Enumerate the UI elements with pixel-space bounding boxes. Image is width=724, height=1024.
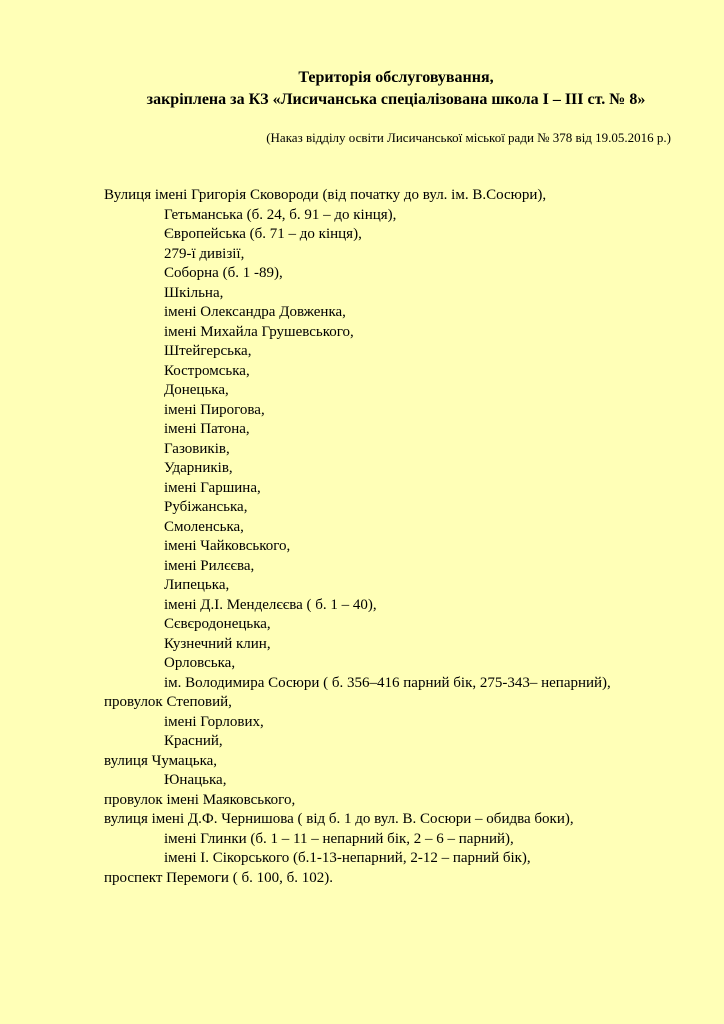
street-item: імені Олександра Довженка, xyxy=(164,304,346,320)
street-item: Кузнечний клин, xyxy=(164,635,271,652)
street-item: ім. Володимира Сосюри ( б. 356–416 парний бік, 275-343– непарний), xyxy=(164,674,611,691)
street-item: Костромська, xyxy=(164,362,250,379)
street-item: імені Горлових, xyxy=(164,713,264,730)
title-line-1: Територія обслуговування, xyxy=(298,69,494,86)
street-item: імені Чайковського, xyxy=(164,538,291,554)
street-item: Ударників, xyxy=(164,460,233,476)
order-reference: (Наказ відділу освіти Лисичанської міської ради № 378 від 19.05.2016 р.) xyxy=(266,130,671,145)
street-item: імені Пирогова, xyxy=(164,401,265,418)
street-item: Донецька, xyxy=(164,382,229,398)
document-title xyxy=(0,68,724,110)
street-item: Шкільна, xyxy=(164,284,224,301)
street-item: імені Гаршина, xyxy=(164,479,261,496)
street-item: 279-ї дивізії, xyxy=(164,245,245,262)
street-item: імені Михайла Грушевського, xyxy=(164,323,354,340)
street-item: Орловська, xyxy=(164,655,236,671)
street-item: Газовиків, xyxy=(164,440,230,457)
title-line-2: закріплена за КЗ «Лисичанська спеціалізована школа І – ІІІ ст. № 8» xyxy=(146,91,646,108)
street-item: Липецька, xyxy=(164,577,230,593)
street-item: провулок Степовий, xyxy=(104,694,232,710)
street-item: Європейська (б. 71 – до кінця), xyxy=(164,226,362,242)
street-item: вулиця імені Д.Ф. Чернишова ( від б. 1 до вул. В. Сосюри – обидва боки), xyxy=(104,811,574,827)
street-item: Соборна (б. 1 -89), xyxy=(164,265,283,281)
street-item: Гетьманська (б. 24, б. 91 – до кінця), xyxy=(164,206,397,223)
street-item: провулок імені Маяковського, xyxy=(104,791,296,808)
street-item: проспект Перемоги ( б. 100, б. 102). xyxy=(104,869,333,886)
street-item: імені Патона, xyxy=(164,421,250,437)
street-item: Рубіжанська, xyxy=(164,499,248,515)
street-item: Юнацька, xyxy=(164,772,227,788)
street-item: імені І. Сікорського (б.1-13-непарний, 2-12 – парний бік), xyxy=(164,850,531,866)
street-item: Штейгерська, xyxy=(164,343,252,359)
street-item: вулиця Чумацька, xyxy=(104,752,218,769)
street-item: імені Д.І. Менделєєва ( б. 1 – 40), xyxy=(164,596,377,613)
street-item: Сєвєродонецька, xyxy=(164,616,271,632)
street-item: імені Рилєєва, xyxy=(164,557,255,574)
street-item: імені Глинки (б. 1 – 11 – непарний бік, 2 – 6 – парний), xyxy=(164,830,514,847)
street-item: Вулиця імені Григорія Сковороди (від початку до вул. ім. В.Сосюри), xyxy=(104,187,547,203)
street-item: Смоленська, xyxy=(164,518,244,535)
street-item: Красний, xyxy=(164,733,223,749)
street-list xyxy=(0,186,724,888)
